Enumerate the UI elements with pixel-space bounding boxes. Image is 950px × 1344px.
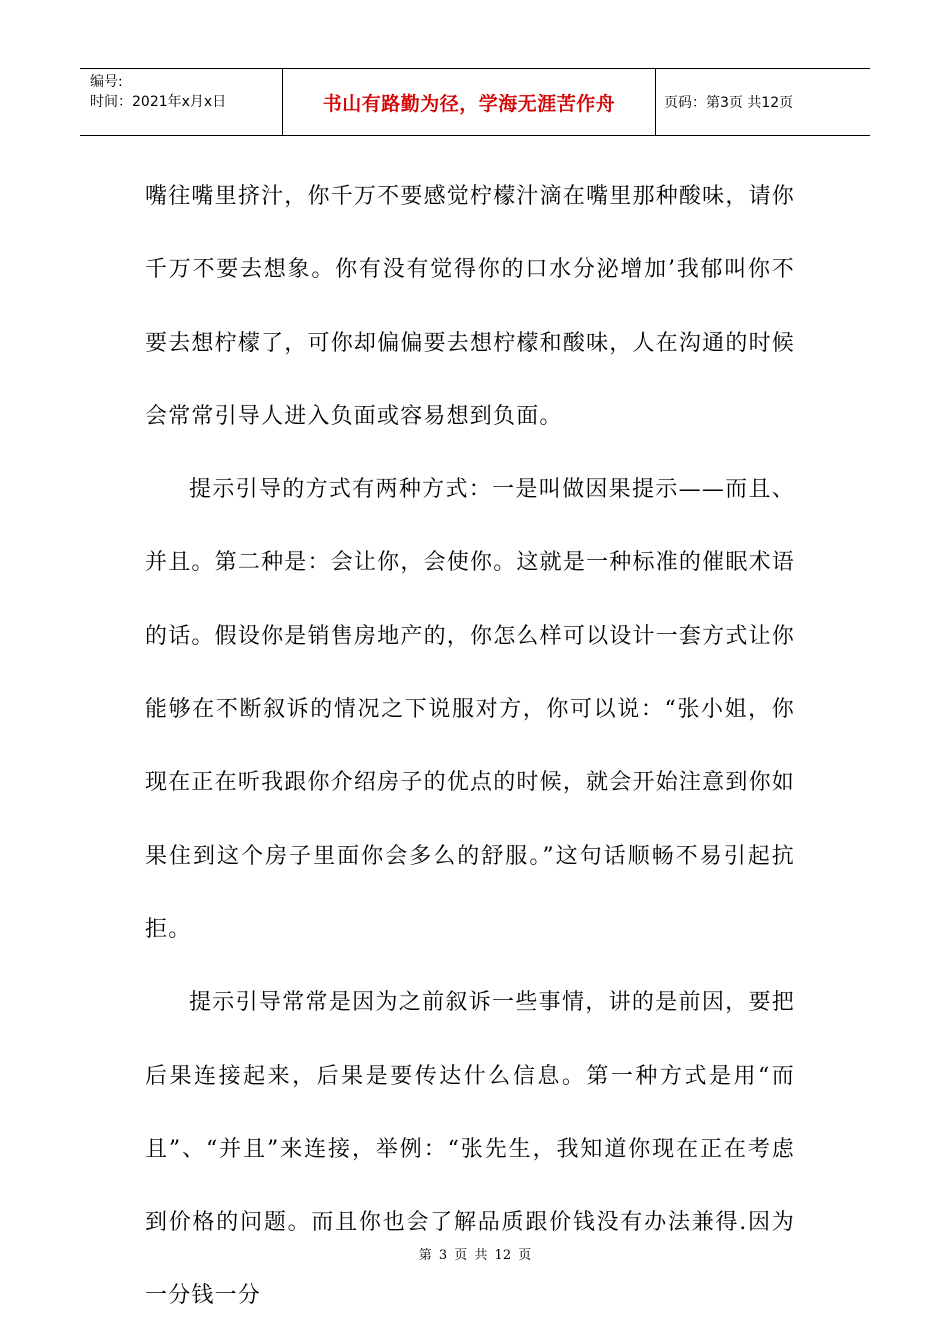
- paragraph-2: 提示引导的方式有两种方式：一是叫做因果提示——而且、并且。第二种是：会让你，会使你。这就是一种标准的催眠术语的话。假设你是销售房地产的，你怎么样可以设计一套方式让你能够在不断叙诉的情况之下说服对方，你可以说：“张小姐，你现在正在听我跟你介绍房子的优点的时候，就会开始注意到你如果住到这个房子里面你会多么的舒服。”这句话顺畅不易引起抗拒。: [145, 477, 795, 942]
- paragraph-1: 嘴往嘴里挤汁，你千万不要感觉柠檬汁滴在嘴里那种酸味，请你千万不要去想象。你有没有觉得你的口水分泌增加’我郁叫你不要去想柠檬了，可你却偏偏要去想柠檬和酸味，人在沟通的时候会常常引导人进入负面或容易想到负面。: [145, 184, 795, 429]
- header-page-info: 页码：第3页 共12页: [664, 95, 794, 111]
- paragraph-3: 提示引导常常是因为之前叙诉一些事情，讲的是前因，要把后果连接起来，后果是要传达什么信息。第一种方式是用“而且”、“并且”来连接，举例：“张先生，我知道你现在正在考虑到价格的问题。而且你也会了解品质跟价钱没有办法兼得.因为一分钱一分: [145, 990, 795, 1309]
- header-motto: 书山有路勤为径，学海无涯苦作舟: [322, 92, 616, 115]
- document-body: [145, 160, 795, 1333]
- header-meta: [80, 69, 282, 135]
- page-footer: 第 3 页 共 12 页: [418, 1248, 532, 1263]
- document-header: [80, 68, 870, 136]
- header-divider-right: [655, 69, 656, 135]
- code-label: 编号:: [90, 74, 123, 90]
- time-label: 时间：2021年x月x日: [90, 94, 227, 110]
